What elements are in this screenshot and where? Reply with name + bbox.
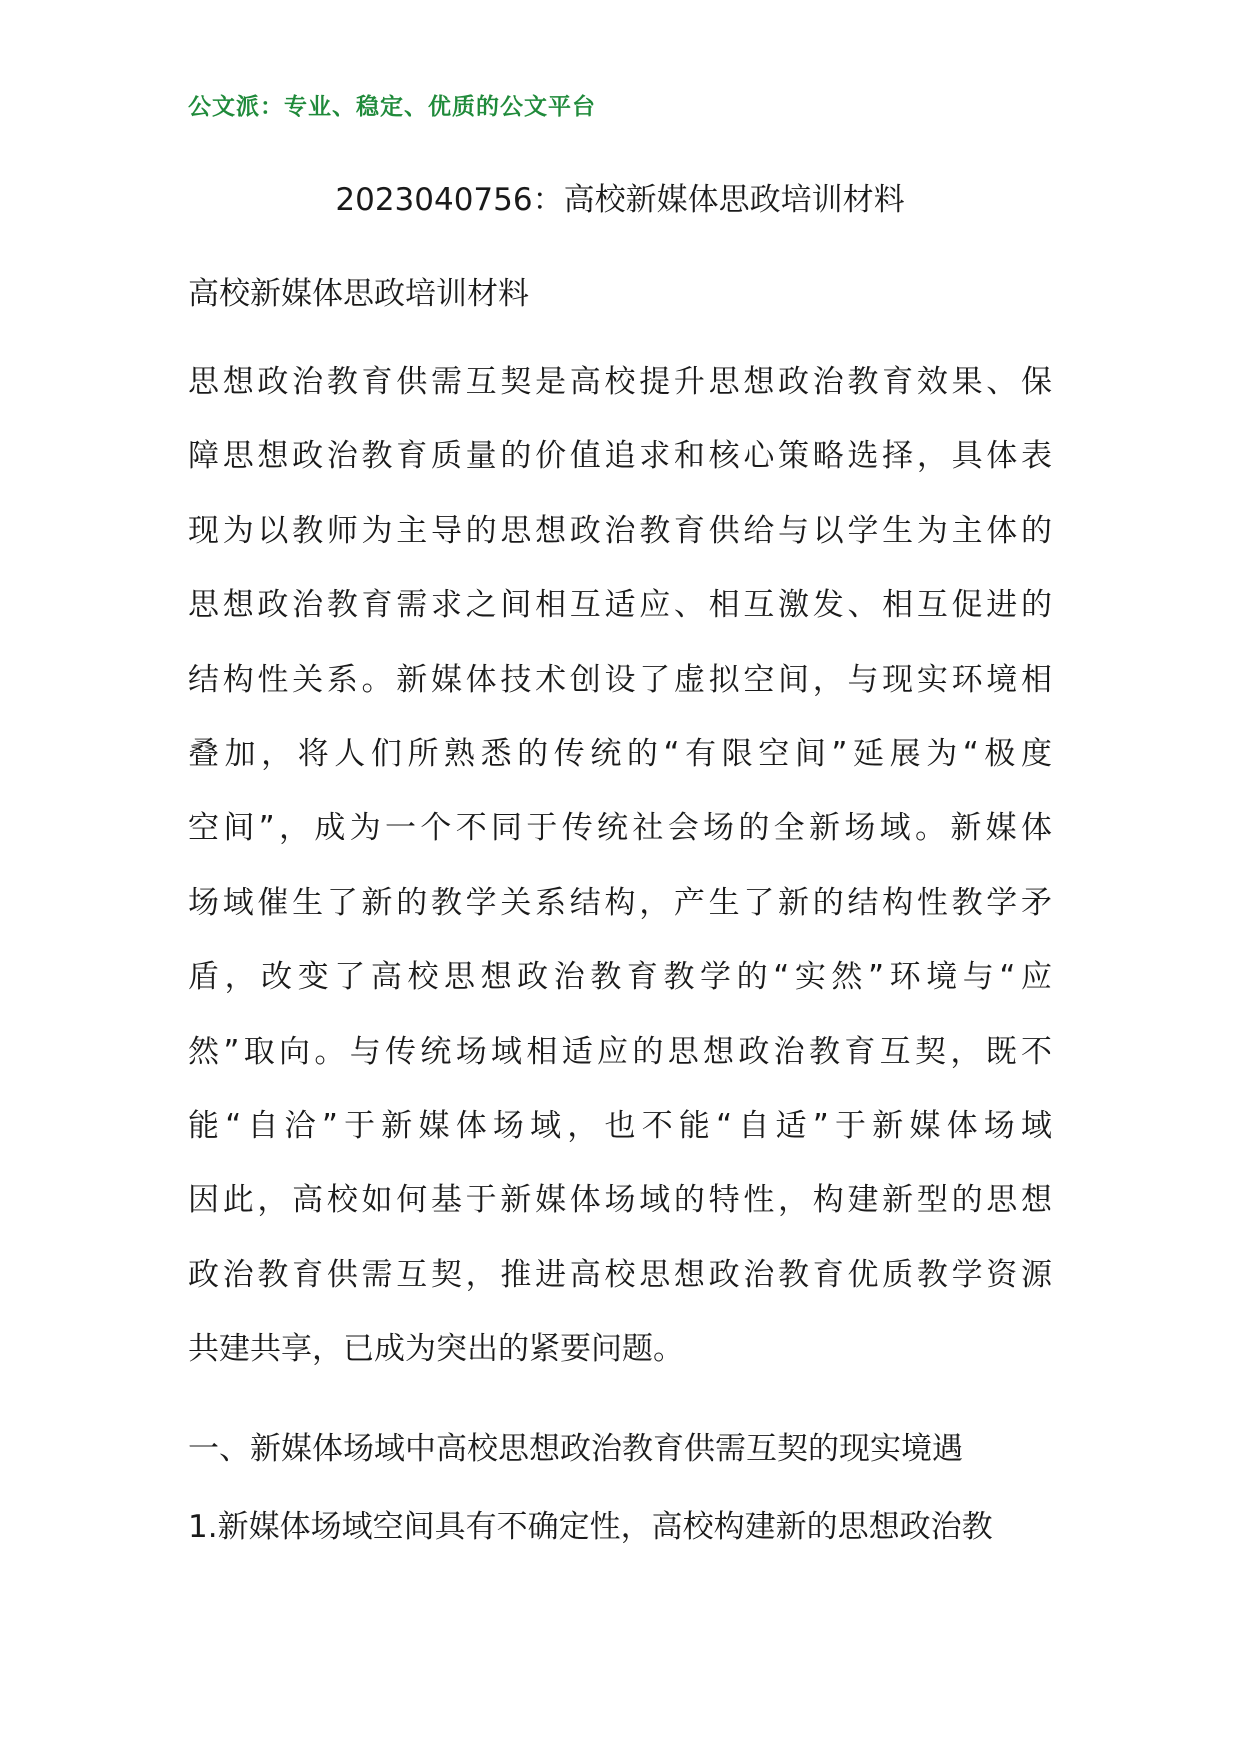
paragraph-line: 障思想政治教育质量的价值追求和核心策略选择，具体表 (188, 438, 1052, 475)
paragraph-line: 然”取向。与传统场域相适应的思想政治教育互契，既不 (188, 1033, 1052, 1070)
paragraph-line: 空间”，成为一个不同于传统社会场的全新场域。新媒体 (188, 810, 1052, 847)
paragraph-line: 结构性关系。新媒体技术创设了虚拟空间，与现实环境相 (188, 661, 1052, 698)
paragraph-line: 现为以教师为主导的思想政治教育供给与以学生为主体的 (188, 512, 1052, 549)
paragraph-line: 政治教育供需互契，推进高校思想政治教育优质教学资源 (188, 1256, 1052, 1293)
paragraph-line: 能“自洽”于新媒体场域，也不能“自适”于新媒体场域 (188, 1107, 1052, 1144)
paragraph-line: 盾，改变了高校思想政治教育教学的“实然”环境与“应 (188, 959, 1052, 996)
numbered-point: 1.新媒体场域空间具有不确定性，高校构建新的思想政治教 (188, 1509, 993, 1545)
paragraph-line: 因此，高校如何基于新媒体场域的特性，构建新型的思想 (188, 1182, 1052, 1219)
intro-paragraph (188, 345, 1052, 1386)
paragraph-line: 叠加，将人们所熟悉的传统的“有限空间”延展为“极度 (188, 735, 1052, 772)
site-header: 公文派：专业、稳定、优质的公文平台 (188, 94, 596, 120)
paragraph-line: 场域催生了新的教学关系结构，产生了新的结构性教学矛 (188, 884, 1052, 921)
paragraph-line: 思想政治教育供需互契是高校提升思想政治教育效果、保 (188, 364, 1052, 400)
document-title: 2023040756：高校新媒体思政培训材料 (335, 182, 905, 218)
paragraph-line: 共建共享，已成为突出的紧要问题。 (188, 1331, 684, 1368)
document-subtitle: 高校新媒体思政培训材料 (188, 276, 529, 312)
paragraph-line: 思想政治教育需求之间相互适应、相互激发、相互促进的 (188, 587, 1052, 624)
section-heading: 一、新媒体场域中高校思想政治教育供需互契的现实境遇 (188, 1431, 963, 1467)
